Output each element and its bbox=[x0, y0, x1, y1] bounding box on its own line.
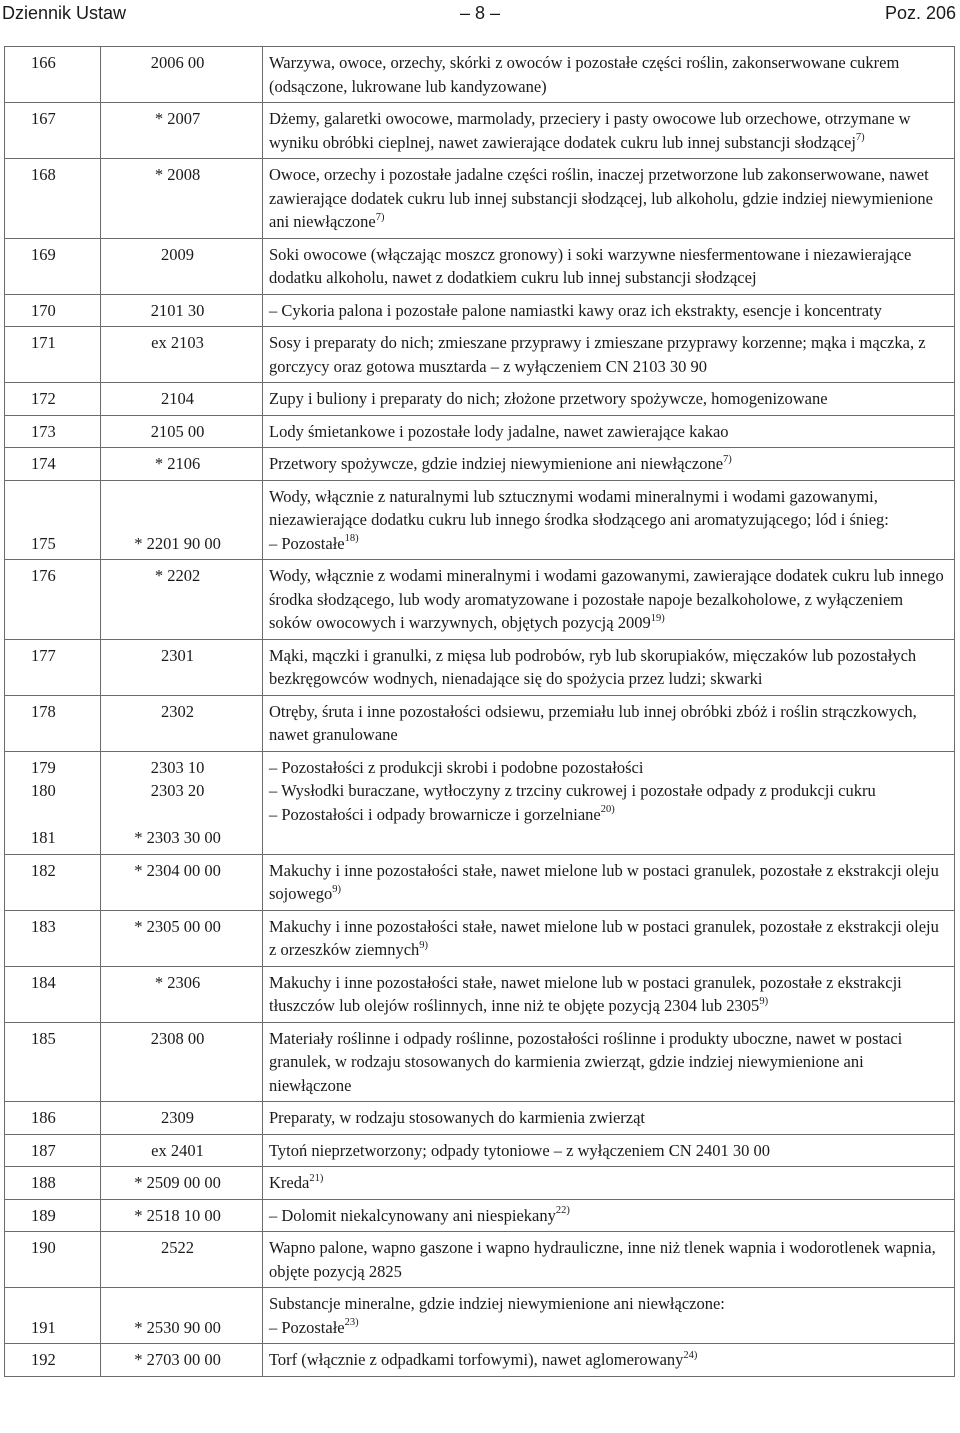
cn-code: * 2304 00 00 bbox=[134, 860, 221, 880]
row-number-cell bbox=[5, 910, 101, 966]
footnote-reference: 22) bbox=[555, 1205, 570, 1216]
row-number-cell bbox=[5, 966, 101, 1022]
table-row bbox=[5, 1102, 955, 1135]
footnote-reference: 23) bbox=[344, 1317, 359, 1328]
row-number-cell bbox=[5, 448, 101, 481]
table-row bbox=[5, 560, 955, 640]
table-row bbox=[5, 1199, 955, 1232]
table-row bbox=[5, 159, 955, 239]
cn-code: * 2202 bbox=[154, 566, 201, 585]
description-line bbox=[269, 756, 948, 780]
description-text: – Cykoria palona i pozostałe palone namiastki kawy oraz ich ekstrakty, esencje i koncentraty bbox=[269, 300, 882, 320]
row-number: 173 bbox=[31, 421, 56, 441]
row-number: 182 bbox=[31, 860, 56, 880]
cn-code: 2009 bbox=[161, 244, 194, 264]
table-row bbox=[5, 1288, 955, 1344]
description-cell bbox=[263, 47, 955, 103]
cn-code: 2308 00 bbox=[150, 1028, 205, 1048]
row-number: 188 bbox=[31, 1173, 56, 1192]
row-number: 177 bbox=[31, 645, 56, 665]
row-number-cell bbox=[5, 238, 101, 294]
description-text: Torf (włącznie z odpadkami torfowymi), nawet aglomerowany bbox=[269, 1350, 684, 1369]
cn-code: * 2201 90 00 bbox=[134, 533, 221, 553]
cn-code: * 2530 90 00 bbox=[134, 1317, 221, 1337]
table-row bbox=[5, 966, 955, 1022]
journal-title: Dziennik Ustaw bbox=[2, 3, 127, 23]
description-text: – Pozostałości i odpady browarnicze i gorzelniane bbox=[269, 804, 601, 824]
description-text: Soki owocowe (włączając moszcz gronowy) i soki warzywne niesfermentowane i niezawierające dodatku alkoholu, nawet z dodatkiem cukru lub innej substancji słodzącej bbox=[269, 244, 912, 287]
cn-code-cell bbox=[101, 1134, 263, 1167]
cn-code: * 2106 bbox=[154, 454, 201, 473]
row-number: 190 bbox=[31, 1238, 56, 1257]
cn-code-cell bbox=[101, 294, 263, 327]
description-text: – Pozostałości z produkcji skrobi i podobne pozostałości bbox=[269, 757, 644, 777]
cn-code-cell bbox=[101, 448, 263, 481]
description-cell bbox=[263, 1022, 955, 1102]
row-number-cell bbox=[5, 1167, 101, 1200]
subitem-text: – Pozostałe bbox=[269, 1317, 345, 1337]
cn-code: * 2007 bbox=[154, 109, 201, 128]
page-number: – 8 – bbox=[459, 3, 501, 23]
description-line bbox=[269, 803, 948, 827]
page-header bbox=[0, 0, 960, 26]
cn-code-cell bbox=[101, 327, 263, 383]
footnote-reference: 7) bbox=[855, 132, 865, 143]
cn-code-cell bbox=[101, 751, 263, 854]
description-cell bbox=[263, 294, 955, 327]
table-row bbox=[5, 415, 955, 448]
cn-code-cell bbox=[101, 1102, 263, 1135]
row-number-cell bbox=[5, 294, 101, 327]
description-cell bbox=[263, 448, 955, 481]
cn-code-cell bbox=[101, 159, 263, 239]
cn-code-cell bbox=[101, 383, 263, 416]
cn-code: 2301 bbox=[161, 645, 194, 665]
row-number-cell bbox=[5, 695, 101, 751]
row-number: 167 bbox=[31, 109, 56, 128]
description-text: Wody, włącznie z naturalnymi lub sztucznymi wodami mineralnymi i wodami gazowanymi, niezawierające dodatku cukru lub innego środka słodzącego ani aromatyzującego; lód i śnieg: bbox=[269, 486, 889, 529]
row-number: 180 bbox=[31, 781, 56, 800]
footnote-reference: 24) bbox=[683, 1349, 698, 1361]
description-text: Makuchy i inne pozostałości stałe, nawet mielone lub w postaci granulek, pozostałe z ekstrakcji oleju sojowego bbox=[269, 860, 939, 903]
row-number-cell bbox=[5, 383, 101, 416]
cn-code-cell bbox=[101, 854, 263, 910]
footnote-reference: 7) bbox=[723, 453, 732, 465]
cn-code: 2105 00 bbox=[150, 421, 205, 441]
description-cell bbox=[263, 854, 955, 910]
description-cell bbox=[263, 1232, 955, 1288]
row-number: 191 bbox=[31, 1317, 56, 1337]
footnote-reference: 18) bbox=[344, 533, 359, 544]
footnote-reference: 9) bbox=[759, 995, 769, 1007]
row-number-cell bbox=[5, 639, 101, 695]
cn-code-cell bbox=[101, 695, 263, 751]
description-text: Owoce, orzechy i pozostałe jadalne części roślin, inaczej przetworzone lub zakonserwowane, nawet zawierające dodatek cukru lub innej substancji słodzącej, lub alkoholu, gdzie indziej niewymienione ani niewłączone bbox=[269, 165, 933, 231]
cn-code-cell bbox=[101, 1232, 263, 1288]
row-number-cell bbox=[5, 1344, 101, 1377]
table-row bbox=[5, 327, 955, 383]
cn-code-cell bbox=[101, 47, 263, 103]
cn-code-cell bbox=[101, 1288, 263, 1344]
table-row bbox=[5, 238, 955, 294]
description-text: Wody, włącznie z wodami mineralnymi i wodami gazowanymi, zawierające dodatek cukru lub innego środka słodzącego, lub wody aromatyzowane i pozostałe napoje bezalkoholowe, z wyłączeniem soków owocowych i warzywnych, objętych pozycją 2009 bbox=[269, 566, 944, 632]
row-number: 178 bbox=[31, 701, 56, 721]
row-number-cell bbox=[5, 1232, 101, 1288]
row-number-cell bbox=[5, 751, 101, 854]
table-row bbox=[5, 103, 955, 159]
description-text: Otręby, śruta i inne pozostałości odsiewu, przemiału lub innej obróbki zbóż i roślin strączkowych, nawet granulowane bbox=[269, 701, 917, 744]
description-cell bbox=[263, 103, 955, 159]
description-text: Lody śmietankowe i pozostałe lody jadalne, nawet zawierające kakao bbox=[269, 421, 729, 441]
description-cell bbox=[263, 1344, 955, 1377]
description-text: Dżemy, galaretki owocowe, marmolady, przeciery i pasty owocowe lub orzechowe, otrzymane w wyniku obróbki cieplnej, nawet zawierające dodatek cukru lub innej substancji słodzącej bbox=[269, 109, 911, 152]
description-cell bbox=[263, 1288, 955, 1344]
row-number: 175 bbox=[31, 533, 56, 553]
cn-code-cell bbox=[101, 103, 263, 159]
description-cell bbox=[263, 327, 955, 383]
row-number-cell bbox=[5, 1102, 101, 1135]
description-cell bbox=[263, 695, 955, 751]
description-text: Sosy i preparaty do nich; zmieszane przyprawy i zmieszane przyprawy korzenne; mąka i mączka, z gorczycy oraz gotowa musztarda – z wyłączeniem CN 2103 30 90 bbox=[269, 333, 926, 376]
row-number: 171 bbox=[31, 333, 56, 352]
row-number-cell bbox=[5, 480, 101, 560]
cn-code-cell bbox=[101, 1022, 263, 1102]
row-number-cell bbox=[5, 560, 101, 640]
description-text: Kreda bbox=[269, 1173, 310, 1192]
row-number-cell bbox=[5, 1134, 101, 1167]
table-row bbox=[5, 695, 955, 751]
description-subitem bbox=[269, 532, 948, 556]
table-row bbox=[5, 751, 955, 854]
description-cell bbox=[263, 966, 955, 1022]
cn-code: * 2306 bbox=[154, 972, 201, 992]
row-number: 181 bbox=[31, 828, 56, 847]
row-number: 166 bbox=[31, 53, 56, 72]
description-cell bbox=[263, 1102, 955, 1135]
row-number: 172 bbox=[31, 389, 56, 408]
row-number-cell bbox=[5, 103, 101, 159]
row-number-cell bbox=[5, 47, 101, 103]
row-number: 189 bbox=[31, 1205, 56, 1225]
footnote-reference: 19) bbox=[650, 612, 665, 624]
table-row bbox=[5, 854, 955, 910]
row-number: 169 bbox=[31, 244, 56, 264]
description-cell bbox=[263, 1199, 955, 1232]
cn-code: 2303 20 bbox=[150, 781, 205, 800]
description-text: Przetwory spożywcze, gdzie indziej niewymienione ani niewłączone bbox=[269, 454, 724, 473]
cn-code: 2101 30 bbox=[150, 300, 205, 320]
description-text: Tytoń nieprzetworzony; odpady tytoniowe – z wyłączeniem CN 2401 30 00 bbox=[269, 1140, 771, 1160]
description-cell bbox=[263, 1167, 955, 1200]
description-cell bbox=[263, 639, 955, 695]
cn-code: * 2703 00 00 bbox=[134, 1350, 221, 1369]
row-number: 184 bbox=[31, 972, 56, 992]
cn-code: 2522 bbox=[161, 1238, 194, 1257]
cn-code-cell bbox=[101, 1344, 263, 1377]
table-row bbox=[5, 480, 955, 560]
table-row bbox=[5, 639, 955, 695]
table-row bbox=[5, 383, 955, 416]
footnote-reference: 9) bbox=[332, 883, 341, 895]
cn-code-cell bbox=[101, 1167, 263, 1200]
row-number: 174 bbox=[31, 454, 56, 473]
row-number: 185 bbox=[31, 1028, 56, 1048]
description-cell bbox=[263, 480, 955, 560]
cn-code: 2303 10 bbox=[150, 757, 205, 777]
cn-code-cell bbox=[101, 1199, 263, 1232]
description-cell bbox=[263, 415, 955, 448]
table-row bbox=[5, 1022, 955, 1102]
description-line bbox=[269, 779, 948, 803]
cn-code: ex 2401 bbox=[151, 1140, 204, 1160]
cn-code-cell bbox=[101, 639, 263, 695]
footnote-reference: 21) bbox=[309, 1172, 324, 1184]
table-row bbox=[5, 1167, 955, 1200]
description-cell bbox=[263, 383, 955, 416]
description-cell bbox=[263, 159, 955, 239]
cn-code: * 2509 00 00 bbox=[134, 1173, 221, 1192]
row-number: 170 bbox=[31, 300, 56, 320]
cn-code-cell bbox=[101, 966, 263, 1022]
description-cell bbox=[263, 1134, 955, 1167]
row-number-cell bbox=[5, 159, 101, 239]
description-text: Warzywa, owoce, orzechy, skórki z owoców i pozostałe części roślin, zakonserwowane cukrem (odsączone, lukrowane lub kandyzowane) bbox=[269, 53, 900, 96]
row-number-cell bbox=[5, 1288, 101, 1344]
cn-code: 2006 00 bbox=[150, 53, 205, 72]
row-number-cell bbox=[5, 1199, 101, 1232]
description-text: Wapno palone, wapno gaszone i wapno hydrauliczne, inne niż tlenek wapnia i wodorotlenek wapnia, objęte pozycją 2825 bbox=[269, 1238, 936, 1281]
description-text: Substancje mineralne, gdzie indziej niewymienione ani niewłączone: bbox=[269, 1294, 725, 1313]
description-subitem bbox=[269, 1316, 948, 1340]
cn-code: * 2008 bbox=[154, 165, 201, 184]
table-row bbox=[5, 448, 955, 481]
cn-code: * 2518 10 00 bbox=[134, 1205, 221, 1225]
cn-code: ex 2103 bbox=[151, 333, 204, 352]
description-text: Makuchy i inne pozostałości stałe, nawet mielone lub w postaci granulek, pozostałe z ekstrakcji oleju z orzeszków ziemnych bbox=[269, 916, 939, 959]
cn-code: 2104 bbox=[161, 389, 194, 408]
cn-code: 2309 bbox=[161, 1108, 194, 1127]
description-text: Makuchy i inne pozostałości stałe, nawet mielone lub w postaci granulek, pozostałe z ekstrakcji tłuszczów lub olejów roślinnych, inne niż te objęte pozycją 2304 lub 2305 bbox=[269, 972, 902, 1015]
table-row bbox=[5, 1232, 955, 1288]
footnote-reference: 20) bbox=[600, 804, 615, 815]
description-text: Preparaty, w rodzaju stosowanych do karmienia zwierząt bbox=[269, 1108, 645, 1127]
description-cell bbox=[263, 910, 955, 966]
description-text: – Dolomit niekalcynowany ani niespiekany bbox=[269, 1205, 556, 1225]
row-number: 183 bbox=[31, 916, 56, 936]
cn-code-cell bbox=[101, 910, 263, 966]
cn-code: * 2305 00 00 bbox=[134, 916, 221, 936]
row-number: 176 bbox=[31, 566, 56, 585]
description-cell bbox=[263, 238, 955, 294]
footnote-reference: 9) bbox=[419, 939, 429, 951]
table-row bbox=[5, 1344, 955, 1377]
footnote-reference: 7) bbox=[375, 211, 385, 223]
description-text: – Wysłodki buraczane, wytłoczyny z trzciny cukrowej i pozostałe odpady z produkcji cukru bbox=[269, 781, 876, 800]
goods-table bbox=[4, 46, 955, 1377]
description-text: Materiały roślinne i odpady roślinne, pozostałości roślinne i produkty uboczne, nawet w postaci granulek, w rodzaju stosowanych do karmienia zwierząt, gdzie indziej niewymienione ani niewłączone bbox=[269, 1028, 903, 1095]
description-cell bbox=[263, 751, 955, 854]
cn-code-cell bbox=[101, 238, 263, 294]
cn-code: 2302 bbox=[161, 701, 194, 721]
goods-table-body bbox=[5, 47, 955, 1377]
subitem-text: – Pozostałe bbox=[269, 533, 345, 553]
row-number: 187 bbox=[31, 1140, 56, 1160]
description-cell bbox=[263, 560, 955, 640]
table-row bbox=[5, 47, 955, 103]
row-number-cell bbox=[5, 415, 101, 448]
description-text: Mąki, mączki i granulki, z mięsa lub podrobów, ryb lub skorupiaków, mięczaków lub pozostałych bezkręgowców wodnych, nienadające się do spożycia przez ludzi; skwarki bbox=[269, 645, 917, 688]
row-number: 192 bbox=[31, 1350, 56, 1369]
row-number: 186 bbox=[31, 1108, 56, 1127]
cn-code-cell bbox=[101, 480, 263, 560]
table-row bbox=[5, 294, 955, 327]
table-row bbox=[5, 1134, 955, 1167]
description-text: Zupy i buliony i preparaty do nich; złożone przetwory spożywcze, homogenizowane bbox=[269, 389, 828, 408]
cn-code-cell bbox=[101, 415, 263, 448]
row-number-cell bbox=[5, 1022, 101, 1102]
row-number: 179 bbox=[31, 757, 56, 777]
position-number: Poz. 206 bbox=[884, 3, 956, 23]
row-number: 168 bbox=[31, 165, 56, 184]
cn-code: * 2303 30 00 bbox=[134, 828, 221, 847]
row-number-cell bbox=[5, 327, 101, 383]
cn-code-cell bbox=[101, 560, 263, 640]
table-row bbox=[5, 910, 955, 966]
row-number-cell bbox=[5, 854, 101, 910]
